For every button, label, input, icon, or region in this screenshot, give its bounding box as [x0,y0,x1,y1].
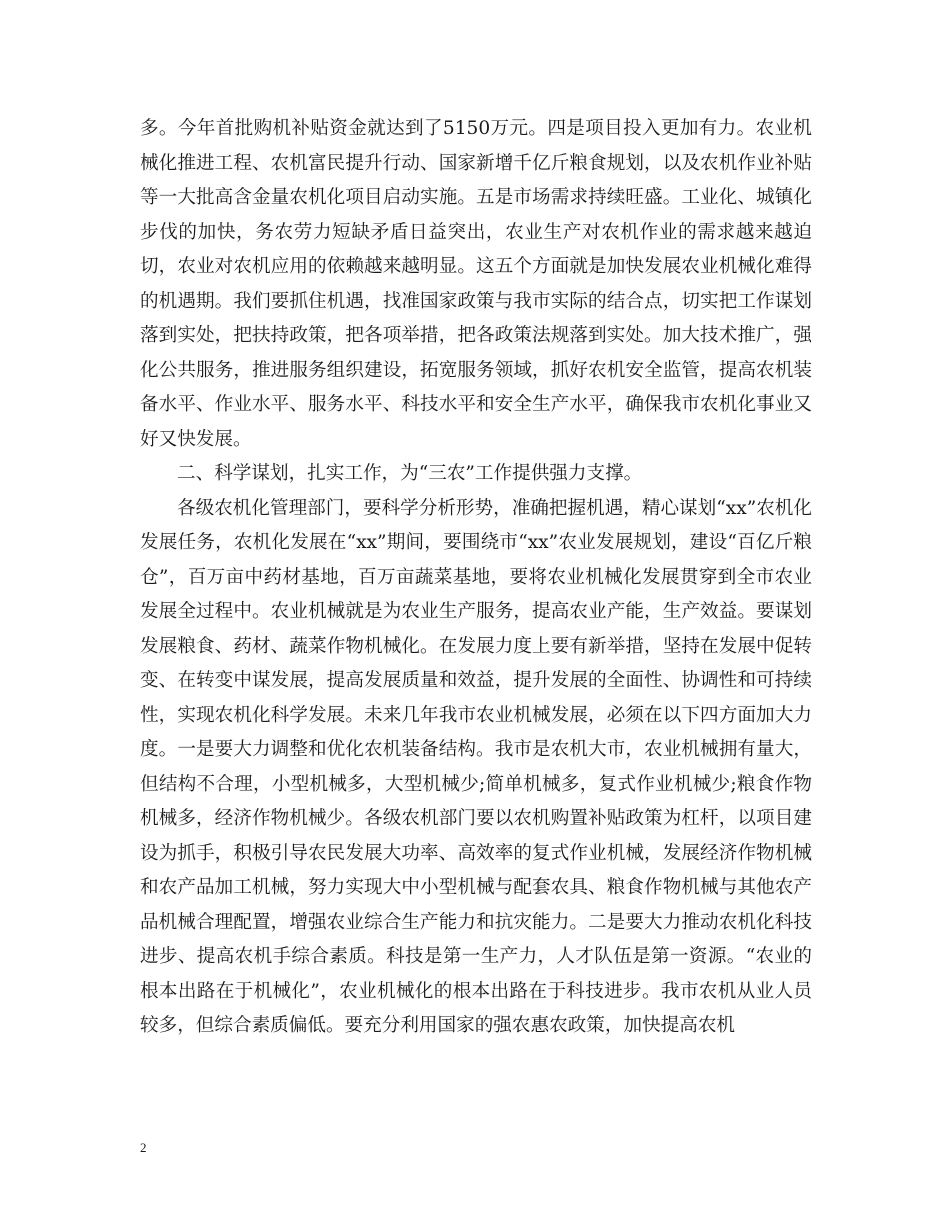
section-heading: 二、科学谋划，扎实工作，为“三农”工作提供强力支撑。 [177,463,643,484]
body-paragraph-2: 各级农机化管理部门，要科学分析形势，准确把握机遇，精心谋划“xx”农机化发展任务，农机化发展在“xx”期间，要围绕市“xx”农业发展规划，建设“百亿斤粮仓”，百万亩中药材基地，百万亩蔬菜基地，要将农业机械化发展贯穿到全市农业发展全过程中。农业机械就是为农业生产服务，提高农业产能，生产效益。要谋划发展粮食、药材、蔬菜作物机械化。在发展力度上要有新举措，坚持在发展中促转变、在转变中谋发展，提高发展质量和效益，提升发展的全面性、协调性和可持续性，实现农机化科学发展。未来几年我市农业机械发展，必须在以下四方面加大力度。一是要大力调整和优化农机装备结构。我市是农机大市，农业机械拥有量大，但结构不合理，小型机械多，大型机械少;简单机械多，复式作业机械少;粮食作物机械多，经济作物机械少。各级农机部门要以农机购置补贴政策为杠杆，以项目建设为抓手，积极引导农民发展大功率、高效率的复式作业机械，发展经济作物机械和农产品加工机械，努力实现大中小型机械与配套农具、粮食作物机械与其他农产品机械合理配置，增强农业综合生产能力和抗灾能力。二是要大力推动农机化科技进步、提高农机手综合素质。科技是第一生产力，人才队伍是第一资源。“农业的根本出路在于机械化”，农业机械化的根本出路在于科技进步。我市农机从业人员较多，但综合素质偏低。要充分利用国家的强农惠农政策，加快提高农机 [140,497,812,1036]
body-paragraph-1: 多。今年首批购机补贴资金就达到了5150万元。四是项目投入更加有力。农业机械化推进工程、农机富民提升行动、国家新增千亿斤粮食规划，以及农机作业补贴等一大批高含金量农机化项目启动实施。五是市场需求持续旺盛。工业化、城镇化步伐的加快，务农劳力短缺矛盾日益突出，农业生产对农机作业的需求越来越迫切，农业对农机应用的依赖越来越明显。这五个方面就是加快发展农业机械化难得的机遇期。我们要抓住机遇，找准国家政策与我市实际的结合点，切实把工作谋划落到实处，把扶持政策，把各项举措，把各政策法规落到实处。加大技术推广，强化公共服务，推进服务组织建设，拓宽服务领域，抓好农机安全监管，提高农机装备水平、作业水平、服务水平、科技水平和安全生产水平，确保我市农机化事业又好又快发展。 [140,118,812,450]
page-number: 2 [140,1140,147,1155]
document-body [140,112,812,1044]
